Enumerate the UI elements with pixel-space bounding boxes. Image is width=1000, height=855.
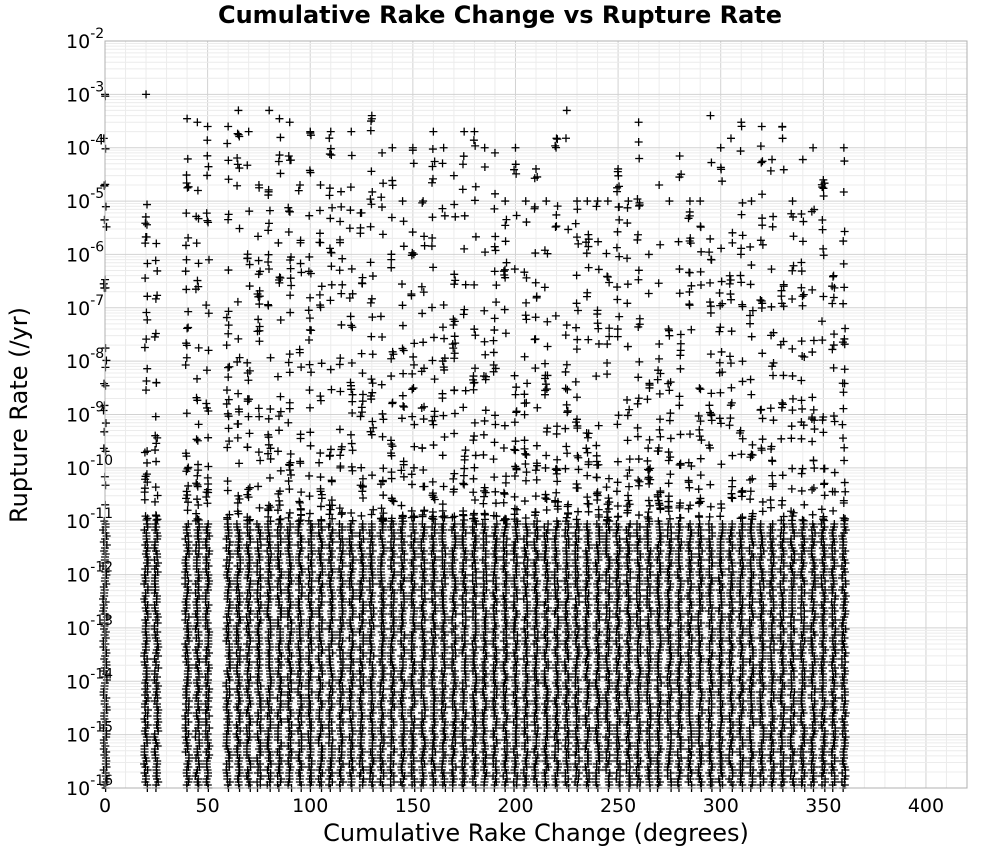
y-tick-exponent: -3 [90,79,105,96]
y-tick-exponent: -16 [90,773,114,789]
y-tick-base: 10 [66,297,91,320]
x-tick-label: 150 [394,795,431,817]
y-tick-exponent: -5 [90,186,105,203]
y-tick-label [66,133,104,160]
x-tick-label: 350 [805,795,842,817]
data-point-column [294,181,306,792]
y-tick-base: 10 [66,511,91,534]
y-tick-exponent: -15 [90,719,114,736]
data-point-column [766,156,778,792]
y-tick-label [66,239,104,266]
y-tick-label [66,79,104,106]
data-point-column [253,181,265,792]
x-tick-label: 250 [599,795,637,817]
y-tick-exponent: -2 [90,26,105,42]
x-tick-label: 0 [98,795,112,817]
data-point-column [315,181,327,792]
chart-title: Cumulative Rake Change vs Rupture Rate [217,1,783,29]
x-axis-title: Cumulative Rake Change (degrees) [323,819,749,847]
x-tick-label: 400 [907,795,945,817]
x-tick-label: 100 [292,795,329,817]
y-tick-exponent: -7 [90,292,105,309]
data-point-column [274,115,286,792]
y-tick-exponent: -9 [90,399,105,416]
y-tick-exponent: -14 [90,666,114,683]
y-tick-label [66,346,104,373]
y-tick-base: 10 [66,564,91,587]
data-point-column [335,188,347,792]
y-tick-exponent: -8 [90,346,105,363]
x-axis-ticks [99,795,944,817]
y-tick-base: 10 [66,191,91,214]
data-point-column [356,209,368,792]
y-tick-base: 10 [66,351,91,374]
y-tick-base: 10 [66,404,91,427]
y-tick-exponent: -11 [90,506,114,523]
y-tick-base: 10 [66,244,91,267]
y-tick-base: 10 [66,617,91,640]
data-point-column [458,128,470,792]
y-tick-exponent: -12 [90,559,114,576]
data-point-column [828,272,840,792]
y-tick-base: 10 [66,31,91,53]
x-tick-label: 200 [497,795,534,817]
y-tick-exponent: -6 [90,239,105,256]
y-tick-base: 10 [66,724,91,747]
y-tick-label [66,293,104,320]
y-tick-label [66,186,104,213]
y-tick-label [66,400,104,427]
y-tick-base: 10 [66,137,91,160]
data-point-column [191,118,203,792]
x-tick-label: 300 [702,795,739,817]
y-tick-base: 10 [66,457,91,480]
y-tick-label [66,26,104,53]
y-tick-base: 10 [66,671,91,694]
x-tick-label: 50 [195,795,220,817]
y-tick-base: 10 [66,84,91,107]
y-tick-exponent: -10 [90,452,114,469]
y-tick-exponent: -4 [90,132,105,149]
y-axis-title: Rupture Rate (/yr) [5,307,33,523]
y-tick-base: 10 [66,778,91,800]
y-tick-exponent: -13 [90,612,114,629]
